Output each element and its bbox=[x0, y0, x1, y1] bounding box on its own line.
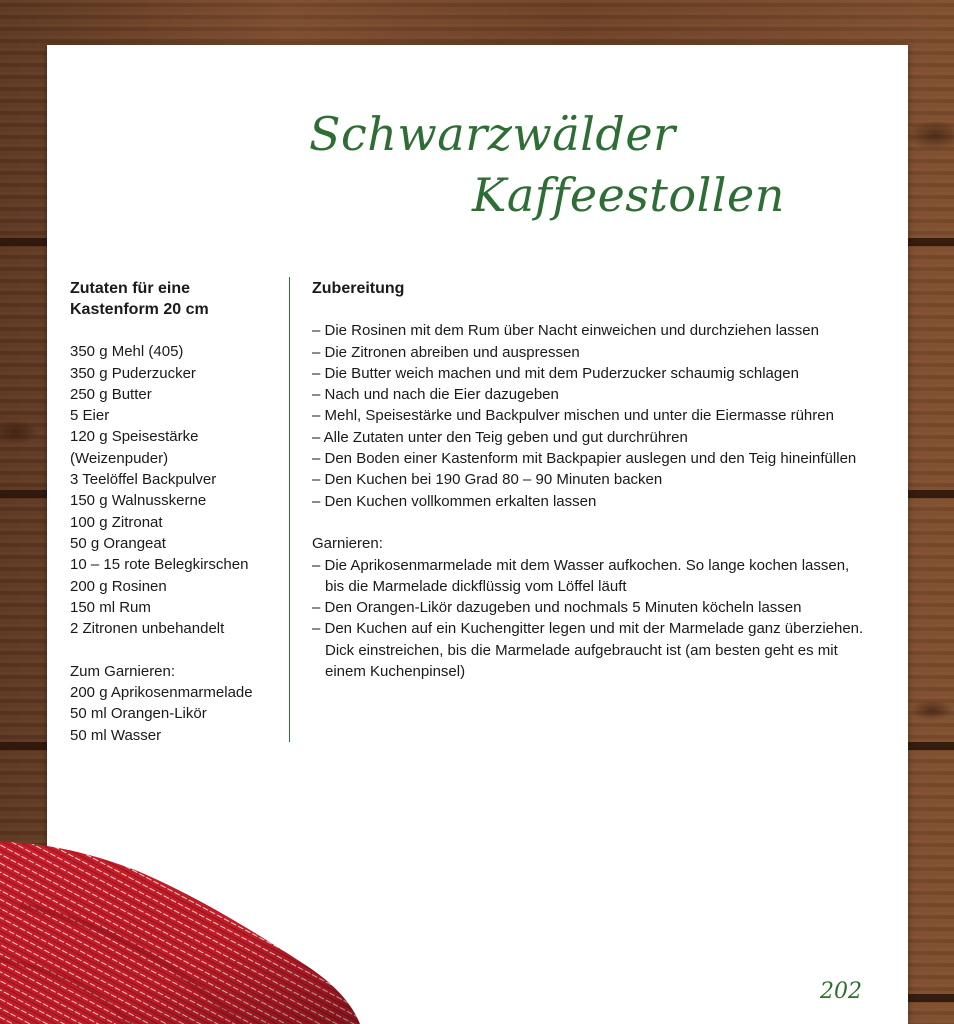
preparation-step: – Die Rosinen mit dem Rum über Nacht einweichen und durchziehen lassen bbox=[312, 322, 819, 340]
ingredient-item: (Weizenpuder) bbox=[70, 449, 169, 467]
ingredients-heading bbox=[70, 278, 285, 320]
preparation-step: – Die Zitronen abreiben und auspressen bbox=[312, 343, 580, 361]
preparation-steps bbox=[312, 320, 872, 512]
garnish-steps bbox=[312, 555, 872, 683]
ingredient-item: 100 g Zitronat bbox=[70, 513, 163, 531]
ingredient-item: 10 – 15 rote Belegkirschen bbox=[70, 556, 249, 574]
garnish-ingredient-item: 50 ml Orangen-Likör bbox=[70, 705, 207, 723]
wood-knot bbox=[0, 420, 40, 444]
ingredients-list bbox=[70, 341, 285, 639]
column-divider bbox=[289, 277, 290, 742]
preparation-step: – Die Butter weich machen und mit dem Puderzucker schaumig schlagen bbox=[312, 364, 799, 382]
garnish-step: – Die Aprikosenmarmelade mit dem Wasser aufkochen. So lange kochen lassen, bis die Marmelade dickflüssig vom Löffel läuft bbox=[312, 556, 850, 595]
garnish-steps-heading: Garnieren: bbox=[312, 535, 383, 553]
page-number: 202 bbox=[820, 979, 862, 1004]
preparation-heading: Zubereitung bbox=[312, 280, 405, 297]
ingredient-item: 120 g Speisestärke bbox=[70, 428, 199, 446]
recipe-page bbox=[47, 45, 908, 1024]
garnish-ingredient-item: 200 g Aprikosenmarmelade bbox=[70, 684, 253, 702]
garnish-ingredients-heading: Zum Garnieren: bbox=[70, 662, 176, 680]
recipe-title bbox=[47, 45, 908, 245]
garnish-step: – Den Kuchen auf ein Kuchengitter legen und mit der Marmelade ganz überziehen. Dick einstreichen, bis die Marmelade aufgebraucht ist (am besten geht es mit einem Kuchenpinsel) bbox=[312, 620, 864, 681]
garnish-step: – Den Orangen-Likör dazugeben und nochmals 5 Minuten köcheln lassen bbox=[312, 599, 802, 617]
ingredient-item: 2 Zitronen unbehandelt bbox=[70, 620, 225, 638]
wood-knot bbox=[905, 120, 954, 150]
ingredient-item: 200 g Rosinen bbox=[70, 577, 167, 595]
ingredients-column bbox=[70, 278, 285, 746]
preparation-column bbox=[312, 278, 872, 682]
ingredient-item: 350 g Puderzucker bbox=[70, 364, 196, 382]
title-line-1: Schwarzwälder bbox=[309, 107, 676, 161]
ingredients-heading-line: Kastenform 20 cm bbox=[70, 301, 209, 318]
preparation-step: – Nach und nach die Eier dazugeben bbox=[312, 386, 559, 404]
preparation-step: – Mehl, Speisestärke und Backpulver mischen und unter die Eiermasse rühren bbox=[312, 407, 834, 425]
ingredient-item: 150 ml Rum bbox=[70, 598, 151, 616]
preparation-step: – Den Kuchen vollkommen erkalten lassen bbox=[312, 492, 597, 510]
ingredient-item: 50 g Orangeat bbox=[70, 534, 166, 552]
preparation-step: – Den Kuchen bei 190 Grad 80 – 90 Minuten backen bbox=[312, 471, 663, 489]
garnish-ingredient-item: 50 ml Wasser bbox=[70, 726, 162, 744]
ingredient-item: 350 g Mehl (405) bbox=[70, 343, 184, 361]
ingredient-item: 150 g Walnusskerne bbox=[70, 492, 207, 510]
preparation-step: – Den Boden einer Kastenform mit Backpapier auslegen und den Teig hineinfüllen bbox=[312, 450, 857, 468]
ingredient-item: 5 Eier bbox=[70, 407, 110, 425]
garnish-ingredients-list bbox=[70, 682, 285, 746]
ingredient-item: 250 g Butter bbox=[70, 385, 152, 403]
ingredients-heading-line: Zutaten für eine bbox=[70, 280, 191, 297]
title-line-2: Kaffeestollen bbox=[472, 168, 785, 222]
preparation-step: – Alle Zutaten unter den Teig geben und gut durchrühren bbox=[312, 428, 688, 446]
ingredient-item: 3 Teelöffel Backpulver bbox=[70, 471, 217, 489]
wood-knot bbox=[910, 700, 954, 720]
